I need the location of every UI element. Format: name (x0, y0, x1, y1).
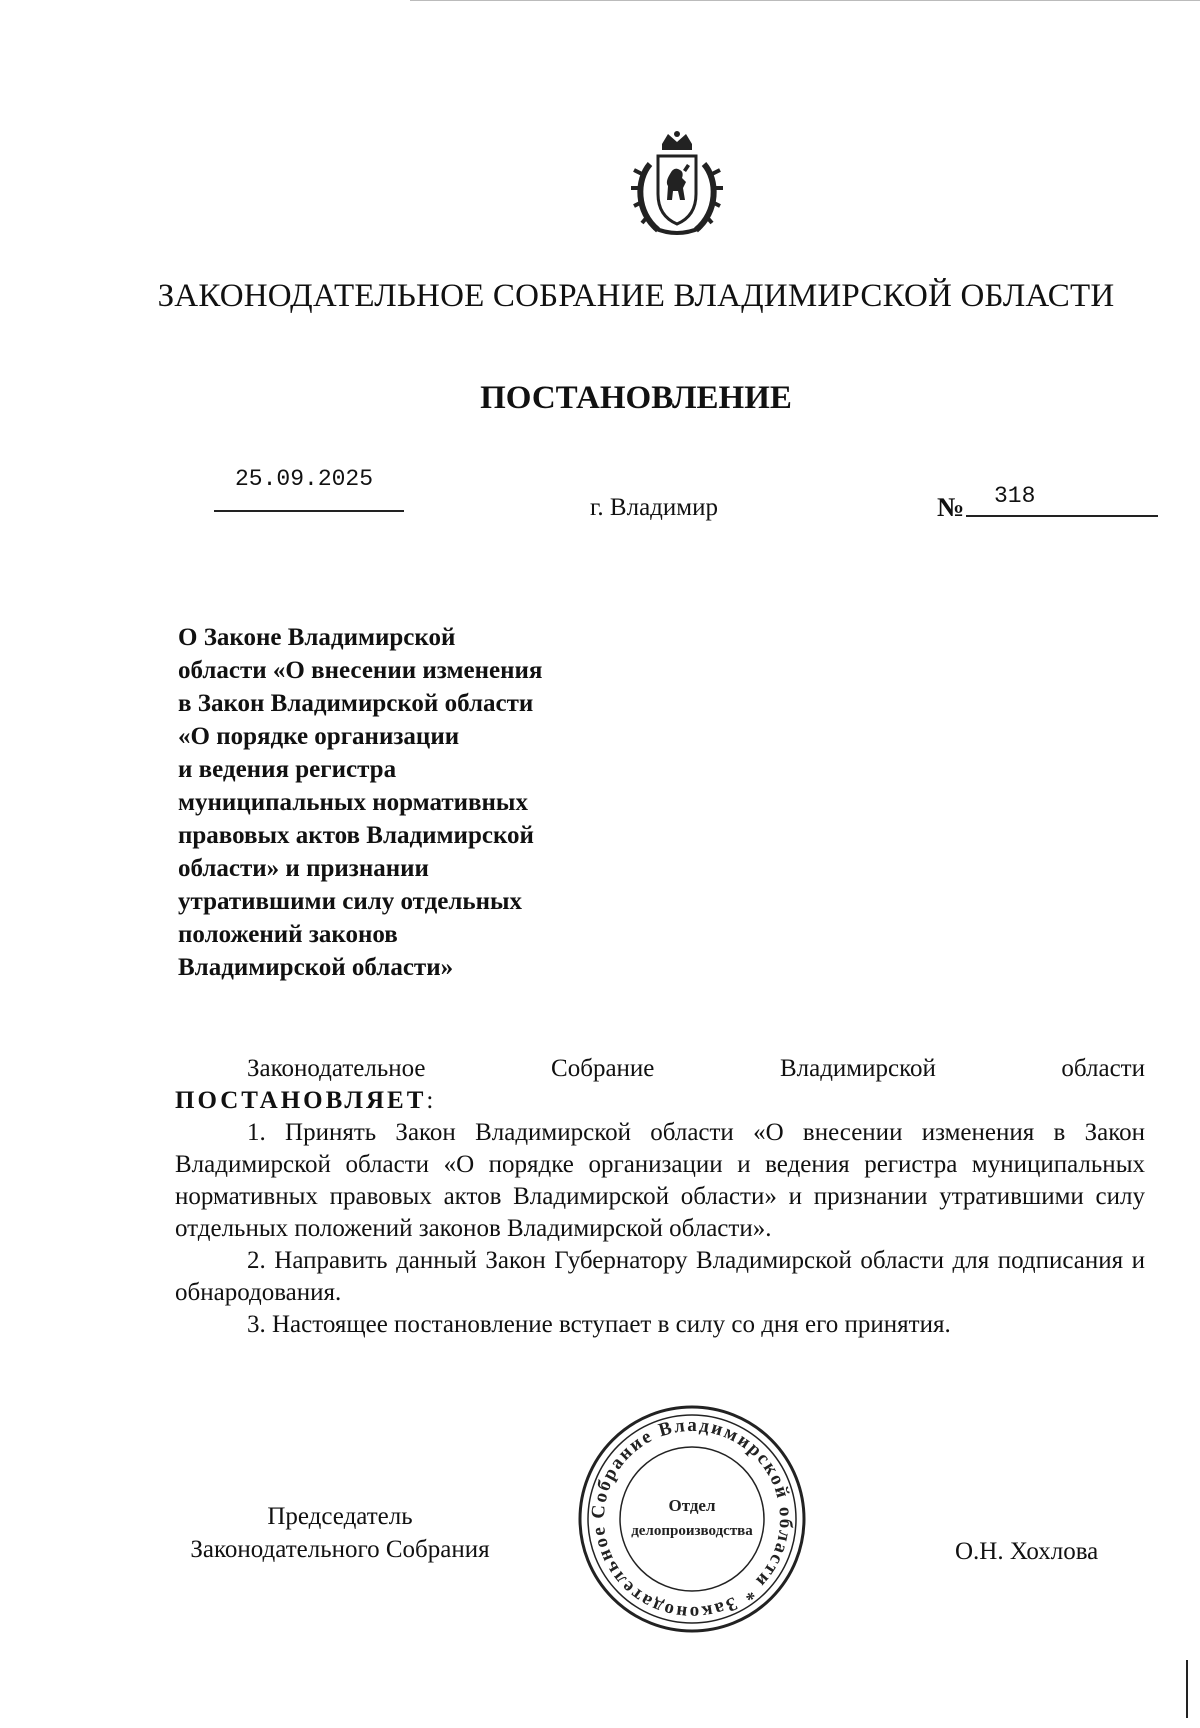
page-top-edge (410, 0, 1200, 1)
decree-item-1: 1. Принять Закон Владимирской области «О внесении изменения в Закон Владимирской области «О порядке организации и ведения регистра муниципальных нормативных правовых актов Владимирской области» и признании утратившими силу отдельных положений законов Владимирской области». (175, 1119, 1145, 1242)
document-city: г. Владимир (590, 494, 718, 521)
number-underline (966, 515, 1158, 517)
decree-body (175, 1053, 1145, 1341)
official-stamp (576, 1403, 808, 1635)
signatory-title-line-1: Председатель (267, 1503, 413, 1530)
stamp-center-line-1: Отдел (668, 1496, 716, 1515)
signatory-name: О.Н. Хохлова (955, 1538, 1099, 1565)
subject-line: и ведения регистра (178, 756, 397, 783)
subject-line: утратившими силу отдельных (178, 888, 523, 915)
number-sign: № (937, 492, 965, 522)
date-underline (214, 510, 404, 512)
coat-of-arms-icon (628, 130, 726, 238)
document-date: 25.09.2025 (235, 466, 374, 492)
decree-colon: : (426, 1087, 434, 1114)
stamp-center-line-2: делопроизводства (631, 1523, 753, 1539)
subject-line: Владимирской области» (178, 954, 454, 981)
document-number: 318 (994, 483, 1036, 509)
subject-line: О Законе Владимирской (178, 624, 456, 651)
decree-verb-line (175, 1085, 1145, 1117)
decree-item-3: 3. Настоящее постановление вступает в силу со дня его принятия. (247, 1311, 951, 1338)
stamp-ring-text: Собрание Владимирской области * Законодательное (587, 1414, 797, 1624)
subject-line: области» и признании (178, 855, 429, 882)
subject-line: правовых актов Владимирской (178, 822, 534, 849)
subject-line: области «О внесении изменения (178, 657, 543, 684)
subject-block (178, 621, 542, 984)
signatory-title (170, 1500, 510, 1566)
decree-verb: ПОСТАНОВЛЯЕТ (175, 1087, 427, 1114)
document-type-heading: ПОСТАНОВЛЕНИЕ (480, 380, 792, 416)
subject-line: муниципальных нормативных (178, 789, 528, 816)
decree-item-2: 2. Направить данный Закон Губернатору Владимирской области для подписания и обнародования. (175, 1247, 1145, 1306)
decree-intro: Законодательное Собрание Владимирской области (247, 1055, 1145, 1082)
subject-line: положений законов (178, 921, 398, 948)
svg-text:Собрание Владимирской области (588, 1415, 796, 1623)
subject-line: «О порядке организации (178, 723, 460, 750)
subject-line: в Закон Владимирской области (178, 690, 534, 717)
margin-mark (1186, 1660, 1188, 1718)
signatory-title-line-2: Законодательного Собрания (190, 1536, 490, 1563)
organization-title: ЗАКОНОДАТЕЛЬНОЕ СОБРАНИЕ ВЛАДИМИРСКОЙ ОБЛАСТИ (157, 278, 1115, 314)
